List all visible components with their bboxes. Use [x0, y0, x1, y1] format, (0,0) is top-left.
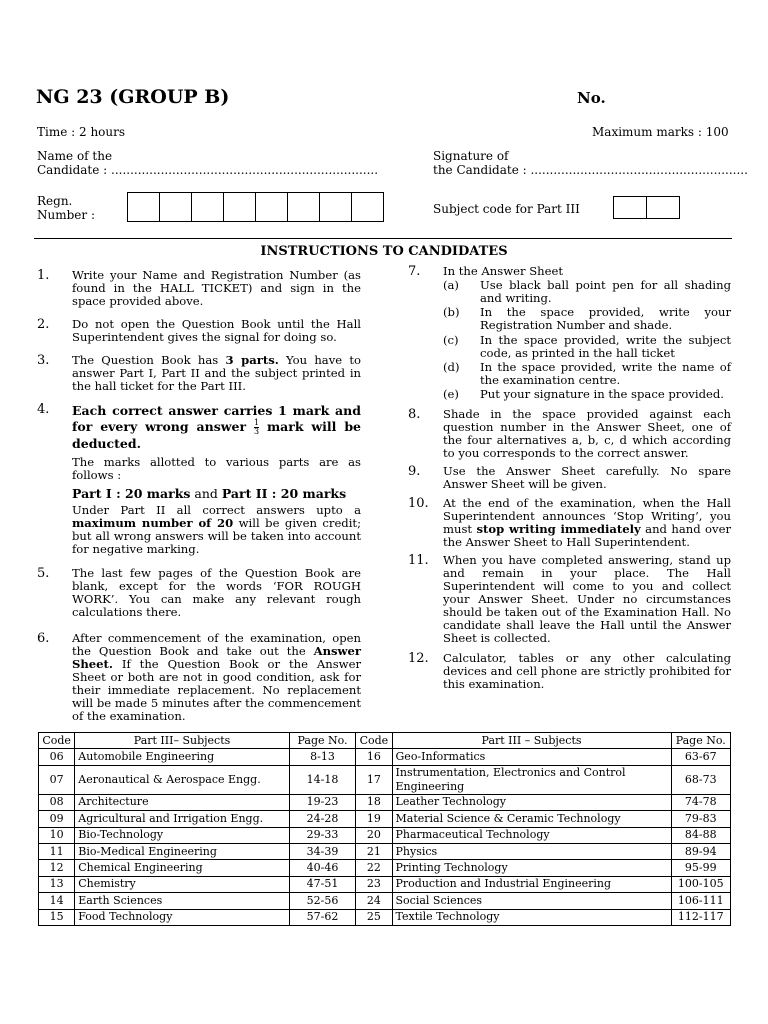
table-cell: Chemistry: [75, 876, 290, 892]
page-title: NG 23 (GROUP B): [36, 86, 230, 108]
table-cell: Chemical Engineering: [75, 860, 290, 876]
regn-box[interactable]: [319, 192, 352, 222]
table-row: [39, 794, 731, 810]
table-cell: Automobile Engineering: [75, 749, 290, 765]
table-row: [39, 827, 731, 843]
table-cell: 16: [356, 749, 392, 765]
instruction-9: 9. Use the Answer Sheet carefully. No spare Answer Sheet will be given.: [408, 464, 731, 491]
instruction-7a: (a) Use black ball point pen for all shading and writing.: [443, 278, 731, 305]
table-cell: Leather Technology: [392, 794, 671, 810]
table-row: [39, 860, 731, 876]
signature-label: Signature of the Candidate : .........................................................: [433, 149, 748, 177]
table-row: [39, 843, 731, 859]
table-cell: 24-28: [289, 811, 355, 827]
table-row: [39, 876, 731, 892]
table-cell: 68-73: [671, 765, 730, 794]
instruction-4: 4. Each correct answer carries 1 mark and for every wrong answer $\frac{1}{3}$ mark will be deducted. The marks allotted to various parts are as follows : Part I : 20 marks and Part II : 20 marks Under Part II all correct answers upto a maximum number of 20 will be given credit; but all wrong answers will be taken into account for negative marking.: [37, 402, 362, 556]
time-label: Time : 2 hours: [37, 125, 126, 139]
subject-code-boxes[interactable]: [613, 196, 680, 219]
instruction-7d: (d) In the space provided, write the name of the examination centre.: [443, 360, 731, 387]
table-cell: Agricultural and Irrigation Engg.: [75, 811, 290, 827]
table-cell: Aeronautical & Aerospace Engg.: [75, 765, 290, 794]
column-header: Page No.: [671, 733, 730, 749]
one-third-fraction: $\frac{1}{3}$: [253, 418, 260, 436]
table-cell: 79-83: [671, 811, 730, 827]
regn-box[interactable]: [159, 192, 192, 222]
table-cell: 19: [356, 811, 392, 827]
regn-box[interactable]: [351, 192, 384, 222]
table-cell: 112-117: [671, 909, 730, 925]
serial-number-label: No.: [577, 89, 606, 107]
subject-code-table: [38, 732, 731, 926]
regn-box[interactable]: [127, 192, 160, 222]
table-cell: 19-23: [289, 794, 355, 810]
table-cell: 14: [39, 893, 75, 909]
subject-code-label: Subject code for Part III: [433, 202, 580, 216]
table-cell: 95-99: [671, 860, 730, 876]
subject-code-box[interactable]: [613, 196, 647, 219]
table-cell: 84-88: [671, 827, 730, 843]
instruction-11: 11. When you have completed answering, stand up and remain in your place. The Hall Superintendent will come to you and collect your Answer Sheet. Under no circumstances should be taken out of the Examination Hall. No candidate shall leave the Hall until the Answer Sheet is collected.: [408, 553, 731, 645]
instruction-5: 5. The last few pages of the Question Book are blank, except for the words ‘FOR ROUGH WORK’. You can make any relevant rough calculations there.: [37, 566, 361, 619]
table-cell: 34-39: [289, 843, 355, 859]
table-cell: 09: [39, 811, 75, 827]
table-cell: 20: [356, 827, 392, 843]
table-cell: 08: [39, 794, 75, 810]
column-header: Page No.: [289, 733, 355, 749]
instruction-1: 1. Write your Name and Registration Number (as found in the HALL TICKET) and sign in the space provided above.: [37, 268, 361, 308]
table-row: [39, 765, 731, 794]
table-cell: 10: [39, 827, 75, 843]
table-header-row: [39, 733, 731, 749]
table-cell: 24: [356, 893, 392, 909]
table-cell: Social Sciences: [392, 893, 671, 909]
instruction-8: 8. Shade in the space provided against each question number in the Answer Sheet, one of the four alternatives a, b, c, d which according to you corresponds to the correct answer.: [408, 407, 731, 460]
table-cell: 29-33: [289, 827, 355, 843]
table-cell: 100-105: [671, 876, 730, 892]
table-cell: Bio-Technology: [75, 827, 290, 843]
table-row: [39, 909, 731, 925]
table-row: [39, 749, 731, 765]
table-cell: 52-56: [289, 893, 355, 909]
instruction-6: 6. After commencement of the examination, open the Question Book and take out the Answer Sheet. If the Question Book or the Answer Sheet or both are not in good condition, ask for their immediate replacement. No replacement will be made 5 minutes after the commencement of the examination.: [37, 631, 361, 723]
table-cell: 11: [39, 843, 75, 859]
column-header: Code: [39, 733, 75, 749]
table-cell: 13: [39, 876, 75, 892]
table-row: [39, 893, 731, 909]
table-cell: 06: [39, 749, 75, 765]
divider: [34, 238, 732, 239]
table-cell: 89-94: [671, 843, 730, 859]
regn-box[interactable]: [191, 192, 224, 222]
table-cell: Textile Technology: [392, 909, 671, 925]
instructions-title: INSTRUCTIONS TO CANDIDATES: [260, 244, 508, 259]
table-cell: 18: [356, 794, 392, 810]
table-cell: 74-78: [671, 794, 730, 810]
table-cell: 47-51: [289, 876, 355, 892]
table-cell: 63-67: [671, 749, 730, 765]
candidate-name-label: Name of the Candidate : ......................................................................: [37, 149, 379, 177]
instruction-7b: (b) In the space provided, write your Registration Number and shade.: [443, 305, 731, 332]
instruction-3: 3. The Question Book has 3 parts. You have to answer Part I, Part II and the subject printed in the hall ticket for the Part III.: [37, 353, 362, 393]
table-cell: Earth Sciences: [75, 893, 290, 909]
max-marks-label: Maximum marks : 100: [592, 125, 729, 139]
column-header: Part III – Subjects: [392, 733, 671, 749]
table-cell: Physics: [392, 843, 671, 859]
table-cell: 21: [356, 843, 392, 859]
table-cell: 57-62: [289, 909, 355, 925]
candidate-name-field[interactable]: Candidate : ......................................................................: [37, 163, 379, 177]
table-cell: Instrumentation, Electronics and Control Engineering: [392, 765, 671, 794]
instruction-12: 12. Calculator, tables or any other calculating devices and cell phone are strictly prohibited for this examination.: [408, 651, 731, 691]
table-cell: 106-111: [671, 893, 730, 909]
subject-code-box[interactable]: [646, 196, 680, 219]
table-cell: Geo-Informatics: [392, 749, 671, 765]
table-cell: 40-46: [289, 860, 355, 876]
table-cell: Production and Industrial Engineering: [392, 876, 671, 892]
table-cell: 17: [356, 765, 392, 794]
column-header: Part III– Subjects: [75, 733, 290, 749]
table-cell: Printing Technology: [392, 860, 671, 876]
instruction-7e: (e) Put your signature in the space provided.: [443, 387, 724, 401]
table-cell: Bio-Medical Engineering: [75, 843, 290, 859]
column-header: Code: [356, 733, 392, 749]
table-cell: 23: [356, 876, 392, 892]
table-cell: 12: [39, 860, 75, 876]
table-row: [39, 811, 731, 827]
table-cell: 14-18: [289, 765, 355, 794]
table-cell: Food Technology: [75, 909, 290, 925]
regn-box[interactable]: [287, 192, 320, 222]
instruction-7: 7. In the Answer Sheet: [408, 264, 563, 279]
regn-box[interactable]: [223, 192, 256, 222]
regn-box[interactable]: [255, 192, 288, 222]
instruction-10: 10. At the end of the examination, when the Hall Superintendent announces ‘Stop Writing’, you must stop writing immediately and hand over the Answer Sheet to Hall Superintendent.: [408, 496, 731, 549]
instruction-2: 2. Do not open the Question Book until the Hall Superintendent gives the signal for doing so.: [37, 317, 361, 344]
table-cell: 25: [356, 909, 392, 925]
table-cell: 07: [39, 765, 75, 794]
table-cell: 22: [356, 860, 392, 876]
regn-label: Regn. Number :: [37, 194, 95, 222]
table-cell: Pharmaceutical Technology: [392, 827, 671, 843]
table-cell: 15: [39, 909, 75, 925]
signature-field[interactable]: the Candidate : .........................................................: [433, 163, 748, 177]
table-cell: 8-13: [289, 749, 355, 765]
table-cell: Architecture: [75, 794, 290, 810]
instruction-7c: (c) In the space provided, write the subject code, as printed in the hall ticket: [443, 333, 731, 360]
regn-number-boxes[interactable]: [127, 192, 384, 222]
table-cell: Material Science & Ceramic Technology: [392, 811, 671, 827]
